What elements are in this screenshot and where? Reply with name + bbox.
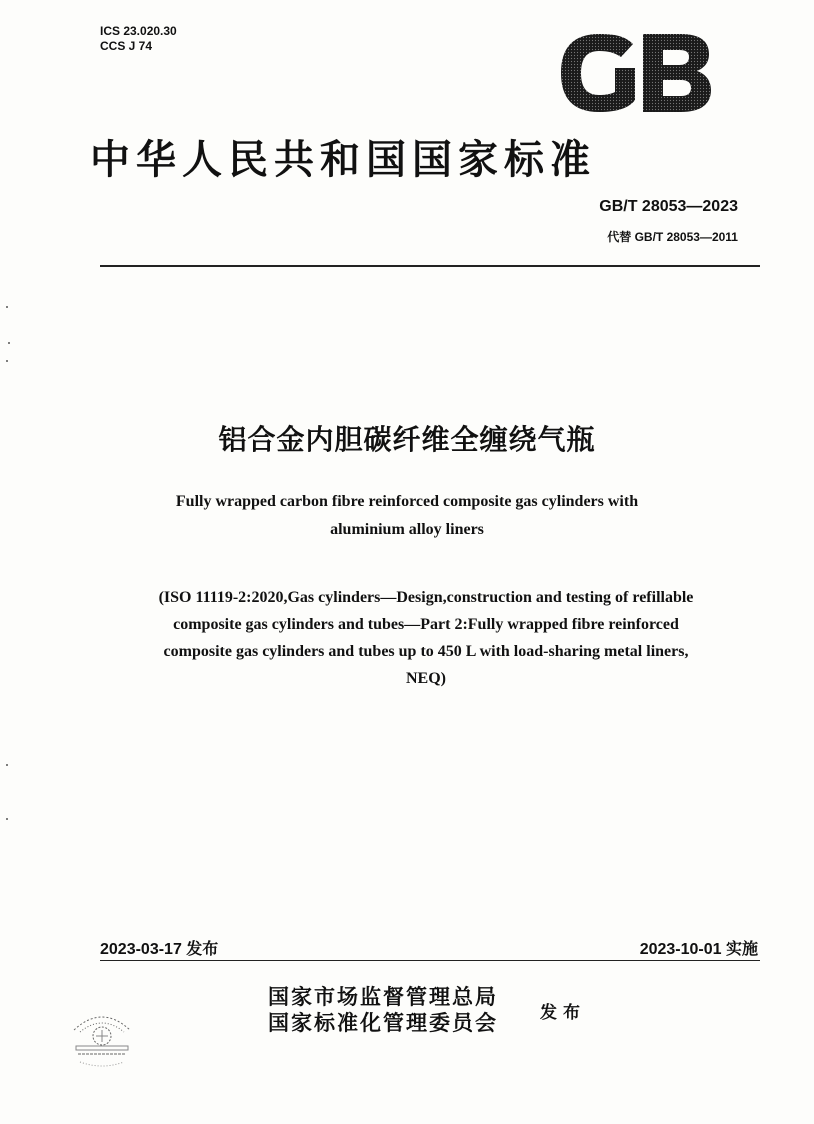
iso-reference [96, 584, 756, 692]
iso-reference-line: NEQ) [406, 670, 446, 687]
standard-number: GB/T 28053—2023 [599, 198, 738, 215]
issuer-samr: 国家市场监督管理总局 [268, 984, 498, 1009]
gb-logo-icon [555, 30, 715, 116]
scan-speck [6, 306, 8, 308]
scan-speck [6, 818, 8, 820]
issuer-sac: 国家标准化管理委员会 [268, 1010, 498, 1035]
classification-codes [100, 24, 177, 54]
header-divider [100, 265, 760, 267]
implementation-date: 2023-10-01 实施 [639, 941, 758, 958]
official-seal-icon [62, 1000, 142, 1074]
document-title-chinese: 铝合金内胆碳纤维全缠绕气瓶 [218, 423, 596, 456]
replaced-standard: 代替 GB/T 28053—2011 [607, 230, 738, 244]
national-standard-title: 中华人民共和国国家标准 [90, 136, 596, 183]
scan-speck [6, 360, 8, 362]
iso-reference-line: composite gas cylinders and tubes—Part 2:Fully wrapped fibre reinforced [173, 616, 679, 633]
scan-speck [8, 342, 10, 344]
scan-speck [6, 764, 8, 766]
iso-reference-line: composite gas cylinders and tubes up to 450 L with load-sharing metal liners, [163, 643, 689, 660]
issuing-authorities [268, 984, 498, 1036]
footer-divider [100, 960, 760, 961]
issue-label: 发布 [540, 1003, 586, 1023]
publication-date: 2023-03-17 发布 [100, 941, 219, 958]
ics-code: ICS 23.020.30 [100, 24, 177, 38]
english-title-line: Fully wrapped carbon fibre reinforced composite gas cylinders with [175, 493, 639, 510]
ccs-code: CCS J 74 [100, 39, 153, 53]
iso-reference-line: (ISO 11119-2:2020,Gas cylinders—Design,construction and testing of refillable [158, 589, 694, 606]
english-title-line: aluminium alloy liners [330, 521, 484, 538]
document-title-english [120, 488, 694, 544]
